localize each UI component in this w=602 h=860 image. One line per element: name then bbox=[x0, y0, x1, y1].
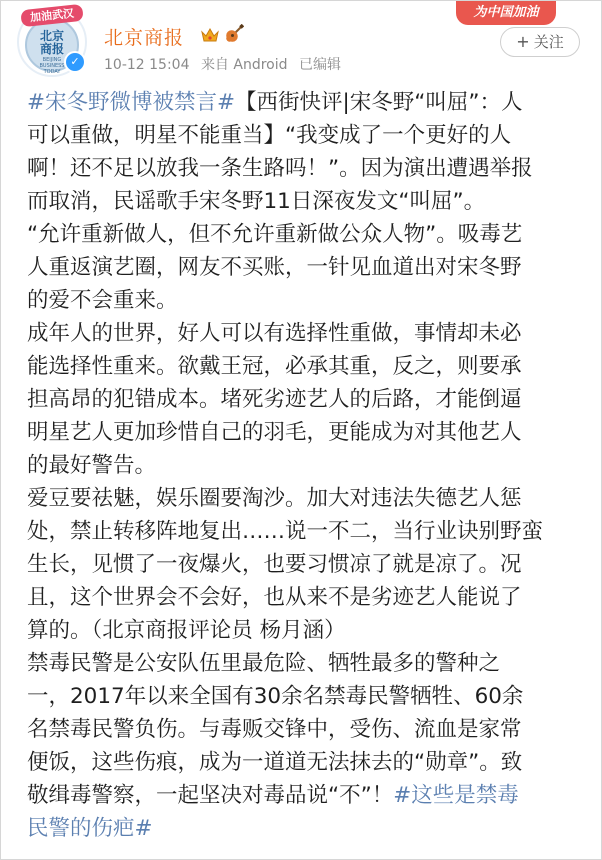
post-text-segment: 而取消，民谣歌手宋冬野11日深夜发文“叫屈”。 bbox=[27, 189, 486, 214]
post-line bbox=[27, 812, 583, 845]
follow-label: 关注 bbox=[533, 33, 564, 51]
post-text-segment: 算的。（北京商报评论员 杨月涵） bbox=[27, 618, 346, 643]
post-text-segment: 人重返演艺圈，网友不买账，一针见血道出对宋冬野 bbox=[27, 255, 522, 280]
post-time: 10-12 15:04 bbox=[104, 57, 190, 73]
crown-icon[interactable] bbox=[201, 27, 219, 43]
hashtag-link[interactable]: #这些是禁毒 bbox=[393, 783, 519, 808]
post-text-segment: 名禁毒民警负伤。与毒贩交锋中，受伤、流血是家常 bbox=[27, 717, 522, 742]
post-line bbox=[27, 317, 583, 350]
promo-banner: 为中国加油 bbox=[456, 1, 556, 25]
plus-icon: + bbox=[516, 32, 530, 51]
post-meta bbox=[104, 54, 348, 74]
post-text-segment: 担高昂的犯错成本。堵死劣迹艺人的后路，才能倒逼 bbox=[27, 387, 522, 412]
post-line bbox=[27, 680, 583, 713]
post-line bbox=[27, 416, 583, 449]
post-line bbox=[27, 86, 583, 119]
post-text-segment: 能选择性重来。欲戴王冠，必承其重，反之，则要承 bbox=[27, 354, 522, 379]
post-line bbox=[27, 515, 583, 548]
post-line bbox=[27, 350, 583, 383]
post-text-segment: 敬缉毒警察，一起坚决对毒品说“不”！ bbox=[27, 783, 394, 808]
account-name[interactable]: 北京商报 bbox=[104, 27, 185, 49]
post-text-segment: 可以重做，明星不能重当】“我变成了一个更好的人 bbox=[27, 123, 512, 148]
post-text-segment: 一，2017年以来全国有30余名禁毒民警牺牲、60余 bbox=[27, 684, 524, 709]
post-text-segment: 生长，见惯了一夜爆火，也要习惯凉了就是凉了。况 bbox=[27, 552, 522, 577]
post-line bbox=[27, 713, 583, 746]
post-text-segment: 处，禁止转移阵地复出……说一不二，当行业诀别野蛮 bbox=[27, 519, 544, 544]
post-line bbox=[27, 218, 583, 251]
post-text-segment: 的爱不会重来。 bbox=[27, 288, 178, 313]
guitar-icon[interactable] bbox=[224, 24, 244, 44]
post-text-segment: 且，这个世界会不会好，也从来不是劣迹艺人能说了 bbox=[27, 585, 522, 610]
post-line bbox=[27, 482, 583, 515]
post-line bbox=[27, 152, 583, 185]
post-text-segment: 啊！还不足以放我一条生路吗！”。因为演出遭遇举报 bbox=[27, 156, 533, 181]
post-line bbox=[27, 614, 583, 647]
post-line bbox=[27, 647, 583, 680]
post-line bbox=[27, 548, 583, 581]
post-text-segment: 便饭，这些伤痕，成为一道道无法抹去的“勋章”。致 bbox=[27, 750, 523, 775]
hashtag-link[interactable]: #宋冬野微博被禁言# bbox=[27, 90, 236, 115]
post-line bbox=[27, 119, 583, 152]
post-line bbox=[27, 251, 583, 284]
follow-button[interactable] bbox=[500, 27, 580, 57]
verified-check-icon: ✓ bbox=[64, 51, 86, 73]
post-line bbox=[27, 746, 583, 779]
post-text-segment: “允许重新做人，但不允许重新做公众人物”。吸毒艺 bbox=[27, 222, 523, 247]
post-line bbox=[27, 383, 583, 416]
post-text-segment: 明星艺人更加珍惜自己的羽毛，更能成为对其他艺人 bbox=[27, 420, 522, 445]
post-edited[interactable]: 已编辑 bbox=[298, 57, 341, 73]
post-text bbox=[27, 86, 583, 845]
post-text-segment: 【西街快评|宋冬野“叫屈”：人 bbox=[235, 90, 523, 115]
avatar-banner: 加油武汉 bbox=[20, 4, 83, 27]
post-line bbox=[27, 284, 583, 317]
post-text-segment: 禁毒民警是公安队伍里最危险、牺牲最多的警种之 bbox=[27, 651, 501, 676]
post-line bbox=[27, 779, 583, 812]
post-text-segment: 成年人的世界，好人可以有选择性重做，事情却未必 bbox=[27, 321, 522, 346]
avatar-subtitle: BEIJING BUSINESS TODAY bbox=[39, 57, 65, 75]
post-text-segment: 的最好警告。 bbox=[27, 453, 157, 478]
post-line bbox=[27, 185, 583, 218]
post-text-segment: 爱豆要祛魅，娱乐圈要淘沙。加大对违法失德艺人惩 bbox=[27, 486, 522, 511]
avatar-title: 北京 商报 bbox=[39, 29, 64, 56]
account-avatar[interactable] bbox=[17, 7, 87, 77]
post-source: 来自 Android bbox=[200, 57, 288, 73]
hashtag-link[interactable]: 民警的伤疤# bbox=[27, 816, 153, 841]
post-line bbox=[27, 581, 583, 614]
post-line bbox=[27, 449, 583, 482]
